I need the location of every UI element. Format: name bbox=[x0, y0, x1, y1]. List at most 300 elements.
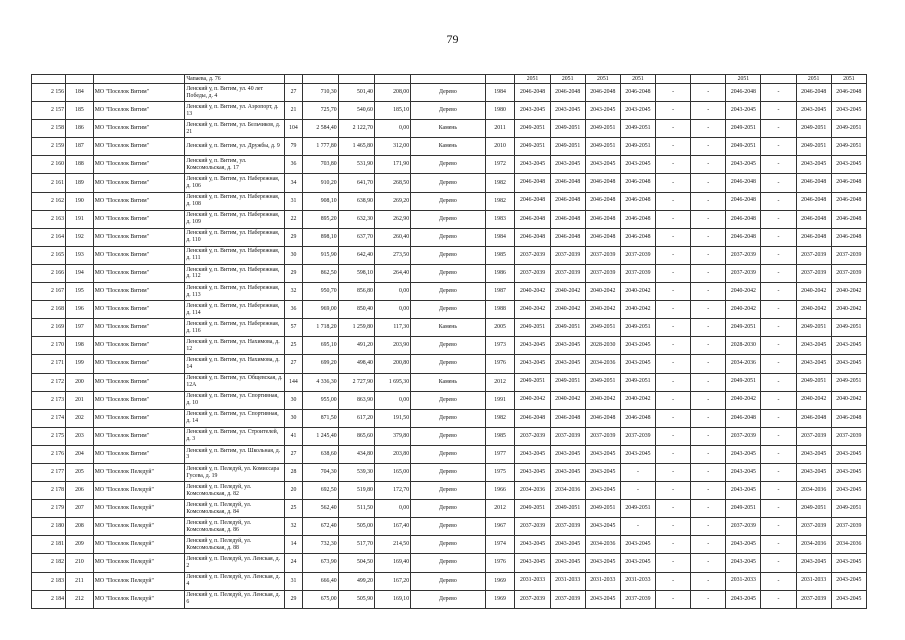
address-cell: Ленский у, п. Пеледуй, ул. Комсомольская, д. 88 bbox=[185, 536, 285, 554]
year-cell: - bbox=[620, 463, 655, 481]
wall-material-cell: Дерево bbox=[411, 337, 486, 355]
id-cell: 199 bbox=[66, 355, 94, 373]
nonliving-area-cell: 203,90 bbox=[374, 337, 410, 355]
year-cell: 2031-2033 bbox=[726, 572, 761, 590]
year-cell: - bbox=[656, 138, 691, 156]
build-year-cell: 1982 bbox=[485, 409, 515, 427]
wall-material-cell: Дерево bbox=[411, 463, 486, 481]
build-year-cell: 1982 bbox=[485, 174, 515, 192]
year-cell: 2051 bbox=[515, 75, 550, 84]
apartments-cell: 30 bbox=[285, 391, 302, 409]
apartments-cell: 20 bbox=[285, 482, 302, 500]
year-cell: - bbox=[761, 301, 796, 319]
year-cell: 2046-2048 bbox=[796, 409, 831, 427]
year-cell: - bbox=[691, 174, 726, 192]
total-area-cell: 871,50 bbox=[302, 409, 338, 427]
id-cell: 187 bbox=[66, 138, 94, 156]
build-year-cell: 2012 bbox=[485, 500, 515, 518]
id-cell: 191 bbox=[66, 210, 94, 228]
address-cell: Ленский у, п. Пеледуй, ул. Ленская, д. 4 bbox=[185, 572, 285, 590]
address-cell: Ленский у, п. Витим, ул. Аэропорт, д. 13 bbox=[185, 102, 285, 120]
id-cell: 194 bbox=[66, 264, 94, 282]
build-year-cell: 2005 bbox=[485, 319, 515, 337]
living-area-cell: 519,80 bbox=[338, 482, 374, 500]
year-cell: 2046-2048 bbox=[620, 228, 655, 246]
year-cell: 2046-2048 bbox=[796, 228, 831, 246]
year-cell: 2043-2045 bbox=[550, 463, 585, 481]
address-cell: Ленский у, п. Витим, ул. Комсомольская, д. 17 bbox=[185, 156, 285, 174]
year-cell: 2046-2048 bbox=[726, 174, 761, 192]
year-cell: 2037-2039 bbox=[585, 264, 620, 282]
year-cell: 2040-2042 bbox=[796, 301, 831, 319]
year-cell: 2037-2039 bbox=[726, 246, 761, 264]
address-cell: Ленский у, п. Витим, ул. Дружбы, д. 9 bbox=[185, 138, 285, 156]
year-cell: 2040-2042 bbox=[796, 283, 831, 301]
year-cell: 2043-2045 bbox=[796, 554, 831, 572]
municipality-cell: МО "Поселок Витим" bbox=[93, 337, 185, 355]
year-cell: 2043-2045 bbox=[585, 102, 620, 120]
year-cell: 2034-2036 bbox=[585, 355, 620, 373]
year-cell: 2049-2051 bbox=[620, 319, 655, 337]
year-cell: - bbox=[656, 120, 691, 138]
year-cell: - bbox=[656, 228, 691, 246]
year-cell: - bbox=[656, 572, 691, 590]
nonliving-area-cell: 172,70 bbox=[374, 482, 410, 500]
total-area-cell: 703,80 bbox=[302, 156, 338, 174]
row-number-cell: 2 177 bbox=[32, 463, 66, 481]
year-cell: - bbox=[656, 264, 691, 282]
year-cell: - bbox=[656, 102, 691, 120]
year-cell: 2043-2045 bbox=[831, 355, 866, 373]
row-number-cell: 2 184 bbox=[32, 590, 66, 608]
year-cell: 2046-2048 bbox=[585, 409, 620, 427]
year-cell: 2040-2042 bbox=[726, 301, 761, 319]
build-year-cell: 2011 bbox=[485, 120, 515, 138]
year-cell: 2037-2039 bbox=[831, 427, 866, 445]
row-number-cell: 2 182 bbox=[32, 554, 66, 572]
living-area-cell: 638,90 bbox=[338, 192, 374, 210]
row-number-cell: 2 159 bbox=[32, 138, 66, 156]
build-year-cell: 1985 bbox=[485, 246, 515, 264]
row-number-cell: 2 173 bbox=[32, 391, 66, 409]
row-number-cell: 2 157 bbox=[32, 102, 66, 120]
municipality-cell: МО "Поселок Витим" bbox=[93, 427, 185, 445]
table-row-continuation bbox=[32, 75, 867, 84]
year-cell: 2040-2042 bbox=[831, 391, 866, 409]
nonliving-area-cell: 312,00 bbox=[374, 138, 410, 156]
row-number-cell: 2 179 bbox=[32, 500, 66, 518]
nonliving-area-cell: 167,20 bbox=[374, 572, 410, 590]
row-number-cell: 2 174 bbox=[32, 409, 66, 427]
year-cell: 2031-2033 bbox=[585, 572, 620, 590]
id-cell: 208 bbox=[66, 518, 94, 536]
build-year-cell: 1973 bbox=[485, 337, 515, 355]
wall-material-cell: Дерево bbox=[411, 427, 486, 445]
row-number-cell: 2 183 bbox=[32, 572, 66, 590]
year-cell: 2043-2045 bbox=[831, 590, 866, 608]
year-cell: 2049-2051 bbox=[726, 500, 761, 518]
year-cell: 2040-2042 bbox=[515, 301, 550, 319]
municipality-cell: МО "Поселок Витим" bbox=[93, 120, 185, 138]
year-cell: 2037-2039 bbox=[550, 518, 585, 536]
total-area-cell: 699,20 bbox=[302, 355, 338, 373]
municipality-cell: МО "Поселок Витим" bbox=[93, 102, 185, 120]
table-row bbox=[32, 373, 867, 391]
year-cell: 2046-2048 bbox=[515, 84, 550, 102]
apartments-cell: 36 bbox=[285, 156, 302, 174]
year-cell: 2043-2045 bbox=[726, 590, 761, 608]
total-area-cell: 1 245,40 bbox=[302, 427, 338, 445]
year-cell: 2043-2045 bbox=[831, 463, 866, 481]
address-cell: Ленский у, п. Витим, ул. Набережная, д. 109 bbox=[185, 210, 285, 228]
year-cell: 2034-2036 bbox=[585, 536, 620, 554]
nonliving-area-cell: 214,50 bbox=[374, 536, 410, 554]
year-cell: 2043-2045 bbox=[831, 337, 866, 355]
year-cell: 2043-2045 bbox=[585, 518, 620, 536]
year-cell: 2040-2042 bbox=[726, 283, 761, 301]
wall-material-cell: Дерево bbox=[411, 409, 486, 427]
page-number: 79 bbox=[446, 32, 459, 46]
wall-material-cell: Дерево bbox=[411, 174, 486, 192]
build-year-cell: 1975 bbox=[485, 463, 515, 481]
apartments-cell: 30 bbox=[285, 246, 302, 264]
address-cell: Ленский у, п. Пеледуй, ул. Комсомольская, д. 82 bbox=[185, 482, 285, 500]
total-area-cell: 710,30 bbox=[302, 84, 338, 102]
row-number-cell: 2 178 bbox=[32, 482, 66, 500]
total-area-cell: 955,00 bbox=[302, 391, 338, 409]
year-cell: - bbox=[761, 283, 796, 301]
year-cell: 2046-2048 bbox=[620, 210, 655, 228]
year-cell: 2049-2051 bbox=[620, 120, 655, 138]
table-row bbox=[32, 536, 867, 554]
apartments-cell: 29 bbox=[285, 228, 302, 246]
year-cell: - bbox=[656, 210, 691, 228]
wall-material-cell: Дерево bbox=[411, 536, 486, 554]
address-cell: Ленский у, п. Витим, ул. Набережная, д. 108 bbox=[185, 192, 285, 210]
year-cell: 2049-2051 bbox=[831, 120, 866, 138]
total-area-cell: 675,00 bbox=[302, 590, 338, 608]
year-cell: 2046-2048 bbox=[550, 174, 585, 192]
table-row bbox=[32, 102, 867, 120]
year-cell: 2046-2048 bbox=[796, 192, 831, 210]
year-cell: 2049-2051 bbox=[550, 319, 585, 337]
id-cell: 211 bbox=[66, 572, 94, 590]
year-cell: 2040-2042 bbox=[550, 301, 585, 319]
year-cell: - bbox=[691, 536, 726, 554]
id-cell: 193 bbox=[66, 246, 94, 264]
year-cell: - bbox=[761, 554, 796, 572]
row-number-cell: 2 164 bbox=[32, 228, 66, 246]
year-cell: 2043-2045 bbox=[796, 337, 831, 355]
year-cell: 2049-2051 bbox=[726, 373, 761, 391]
year-cell: 2034-2036 bbox=[796, 482, 831, 500]
id-cell: 189 bbox=[66, 174, 94, 192]
year-cell: 2043-2045 bbox=[831, 554, 866, 572]
nonliving-area-cell: 260,40 bbox=[374, 228, 410, 246]
apartments-cell: 104 bbox=[285, 120, 302, 138]
wall-material-cell: Камень bbox=[411, 319, 486, 337]
year-cell: - bbox=[761, 84, 796, 102]
municipality-cell: МО "Поселок Витим" bbox=[93, 264, 185, 282]
year-cell: - bbox=[761, 518, 796, 536]
year-cell: 2043-2045 bbox=[726, 463, 761, 481]
year-cell: 2040-2042 bbox=[620, 301, 655, 319]
build-year-cell: 1984 bbox=[485, 228, 515, 246]
id-cell: 206 bbox=[66, 482, 94, 500]
year-cell: - bbox=[691, 445, 726, 463]
address-cell: Чапаева, д. 76 bbox=[185, 75, 285, 84]
apartments-cell: 29 bbox=[285, 590, 302, 608]
year-cell: 2046-2048 bbox=[585, 84, 620, 102]
year-cell: - bbox=[656, 319, 691, 337]
year-cell: - bbox=[691, 138, 726, 156]
apartments-cell: 34 bbox=[285, 174, 302, 192]
living-area-cell: 517,70 bbox=[338, 536, 374, 554]
year-cell: 2040-2042 bbox=[515, 283, 550, 301]
table-row bbox=[32, 518, 867, 536]
year-cell: 2037-2039 bbox=[515, 264, 550, 282]
year-cell: - bbox=[761, 536, 796, 554]
year-cell: 2043-2045 bbox=[726, 482, 761, 500]
living-area-cell: 531,90 bbox=[338, 156, 374, 174]
municipality-cell: МО "Поселок Витим" bbox=[93, 409, 185, 427]
year-cell: 2043-2045 bbox=[620, 445, 655, 463]
year-cell: 2043-2045 bbox=[515, 156, 550, 174]
year-cell: 2046-2048 bbox=[550, 210, 585, 228]
year-cell: 2043-2045 bbox=[796, 102, 831, 120]
apartments-cell: 25 bbox=[285, 500, 302, 518]
year-cell: - bbox=[761, 337, 796, 355]
year-cell: 2037-2039 bbox=[515, 590, 550, 608]
year-cell: - bbox=[691, 482, 726, 500]
total-area-cell: 908,10 bbox=[302, 192, 338, 210]
year-cell: 2043-2045 bbox=[585, 445, 620, 463]
total-area-cell: 562,40 bbox=[302, 500, 338, 518]
year-cell: - bbox=[761, 120, 796, 138]
table-row bbox=[32, 500, 867, 518]
id-cell: 196 bbox=[66, 301, 94, 319]
row-number-cell: 2 156 bbox=[32, 84, 66, 102]
year-cell: 2046-2048 bbox=[515, 192, 550, 210]
municipality-cell: МО "Поселок Витим" bbox=[93, 138, 185, 156]
year-cell: - bbox=[656, 337, 691, 355]
table-row bbox=[32, 427, 867, 445]
address-cell: Ленский у, п. Пеледуй, ул. Комсомольская, д. 84 bbox=[185, 500, 285, 518]
build-year-cell: 1980 bbox=[485, 102, 515, 120]
total-area-cell: 2 584,40 bbox=[302, 120, 338, 138]
id-cell: 195 bbox=[66, 283, 94, 301]
year-cell: 2037-2039 bbox=[550, 246, 585, 264]
year-cell: 2049-2051 bbox=[550, 120, 585, 138]
year-cell: 2049-2051 bbox=[515, 319, 550, 337]
year-cell: 2037-2039 bbox=[796, 590, 831, 608]
year-cell: 2037-2039 bbox=[550, 264, 585, 282]
id-cell: 212 bbox=[66, 590, 94, 608]
apartments-cell: 79 bbox=[285, 138, 302, 156]
apartments-cell: 57 bbox=[285, 319, 302, 337]
year-cell: 2037-2039 bbox=[550, 590, 585, 608]
year-cell: 2049-2051 bbox=[620, 373, 655, 391]
total-area-cell: 695,10 bbox=[302, 337, 338, 355]
register-table bbox=[31, 74, 867, 609]
year-cell: 2046-2048 bbox=[726, 192, 761, 210]
year-cell: 2043-2045 bbox=[550, 337, 585, 355]
address-cell: Ленский у, п. Витим, ул. Набережная, д. 113 bbox=[185, 283, 285, 301]
year-cell: 2043-2045 bbox=[726, 536, 761, 554]
year-cell: 2037-2039 bbox=[620, 590, 655, 608]
year-cell: 2051 bbox=[550, 75, 585, 84]
nonliving-area-cell: 0,00 bbox=[374, 500, 410, 518]
year-cell: 2046-2048 bbox=[550, 409, 585, 427]
year-cell: 2049-2051 bbox=[796, 373, 831, 391]
year-cell: 2049-2051 bbox=[726, 138, 761, 156]
year-cell: 2043-2045 bbox=[620, 355, 655, 373]
living-area-cell: 505,00 bbox=[338, 518, 374, 536]
year-cell: - bbox=[691, 590, 726, 608]
apartments-cell: 31 bbox=[285, 192, 302, 210]
year-cell: 2046-2048 bbox=[515, 228, 550, 246]
living-area-cell: 598,10 bbox=[338, 264, 374, 282]
year-cell: 2034-2036 bbox=[831, 536, 866, 554]
year-cell: 2043-2045 bbox=[620, 156, 655, 174]
year-cell: 2043-2045 bbox=[831, 482, 866, 500]
apartments-cell: 36 bbox=[285, 301, 302, 319]
year-cell: - bbox=[691, 554, 726, 572]
table-row bbox=[32, 210, 867, 228]
municipality-cell: МО "Поселок Витим" bbox=[93, 228, 185, 246]
year-cell: 2043-2045 bbox=[550, 554, 585, 572]
year-cell: - bbox=[691, 500, 726, 518]
year-cell: - bbox=[656, 463, 691, 481]
year-cell: 2043-2045 bbox=[831, 445, 866, 463]
year-cell: 2043-2045 bbox=[550, 156, 585, 174]
wall-material-cell: Дерево bbox=[411, 445, 486, 463]
nonliving-area-cell: 0,00 bbox=[374, 283, 410, 301]
municipality-cell: МО "Поселок Витим" bbox=[93, 283, 185, 301]
year-cell bbox=[761, 75, 796, 84]
year-cell: 2049-2051 bbox=[515, 138, 550, 156]
year-cell: 2028-2030 bbox=[585, 337, 620, 355]
build-year-cell: 1969 bbox=[485, 572, 515, 590]
year-cell: - bbox=[691, 301, 726, 319]
year-cell: 2040-2042 bbox=[515, 391, 550, 409]
apartments-cell: 27 bbox=[285, 445, 302, 463]
municipality-cell: МО "Поселок Пеледуй" bbox=[93, 590, 185, 608]
year-cell: - bbox=[761, 210, 796, 228]
year-cell: - bbox=[691, 102, 726, 120]
year-cell: 2034-2036 bbox=[515, 482, 550, 500]
nonliving-area-cell: 169,40 bbox=[374, 554, 410, 572]
table-row bbox=[32, 391, 867, 409]
year-cell: - bbox=[691, 463, 726, 481]
nonliving-area-cell: 203,80 bbox=[374, 445, 410, 463]
apartments-cell: 29 bbox=[285, 264, 302, 282]
build-year-cell: 1986 bbox=[485, 264, 515, 282]
year-cell: - bbox=[656, 536, 691, 554]
year-cell: - bbox=[691, 319, 726, 337]
year-cell: - bbox=[691, 84, 726, 102]
year-cell: - bbox=[761, 138, 796, 156]
build-year-cell: 1976 bbox=[485, 554, 515, 572]
year-cell: 2037-2039 bbox=[831, 518, 866, 536]
year-cell: 2046-2048 bbox=[620, 174, 655, 192]
year-cell: 2049-2051 bbox=[550, 373, 585, 391]
year-cell: 2040-2042 bbox=[831, 301, 866, 319]
year-cell: - bbox=[656, 445, 691, 463]
year-cell: - bbox=[656, 554, 691, 572]
apartments-cell: 32 bbox=[285, 518, 302, 536]
build-year-cell: 1967 bbox=[485, 518, 515, 536]
year-cell: 2051 bbox=[796, 75, 831, 84]
year-cell: - bbox=[656, 409, 691, 427]
year-cell: 2037-2039 bbox=[620, 246, 655, 264]
wall-material-cell: Камень bbox=[411, 138, 486, 156]
year-cell: 2046-2048 bbox=[550, 228, 585, 246]
year-cell: - bbox=[761, 391, 796, 409]
build-year-cell: 1987 bbox=[485, 283, 515, 301]
year-cell: - bbox=[691, 373, 726, 391]
total-area-cell: 898,10 bbox=[302, 228, 338, 246]
wall-material-cell: Камень bbox=[411, 373, 486, 391]
row-number-cell: 2 166 bbox=[32, 264, 66, 282]
wall-material-cell: Дерево bbox=[411, 301, 486, 319]
nonliving-area-cell: 0,00 bbox=[374, 120, 410, 138]
municipality-cell: МО "Поселок Витим" bbox=[93, 373, 185, 391]
id-cell: 186 bbox=[66, 120, 94, 138]
year-cell: 2037-2039 bbox=[796, 246, 831, 264]
nonliving-area-cell: 208,00 bbox=[374, 84, 410, 102]
row-number-cell: 2 180 bbox=[32, 518, 66, 536]
address-cell: Ленский у, п. Витим, ул. Общевская, д. 12А bbox=[185, 373, 285, 391]
nonliving-area-cell: 379,80 bbox=[374, 427, 410, 445]
wall-material-cell: Дерево bbox=[411, 84, 486, 102]
row-number-cell: 2 168 bbox=[32, 301, 66, 319]
year-cell: - bbox=[620, 518, 655, 536]
municipality-cell: МО "Поселок Витим" bbox=[93, 301, 185, 319]
year-cell: 2043-2045 bbox=[515, 445, 550, 463]
year-cell: 2043-2045 bbox=[796, 355, 831, 373]
year-cell: - bbox=[691, 283, 726, 301]
year-cell: 2046-2048 bbox=[585, 192, 620, 210]
year-cell: 2040-2042 bbox=[620, 391, 655, 409]
year-cell: 2043-2045 bbox=[620, 554, 655, 572]
table-row bbox=[32, 409, 867, 427]
table-row bbox=[32, 319, 867, 337]
year-cell: 2040-2042 bbox=[620, 283, 655, 301]
wall-material-cell: Дерево bbox=[411, 283, 486, 301]
apartments-cell: 28 bbox=[285, 463, 302, 481]
year-cell: 2046-2048 bbox=[831, 84, 866, 102]
wall-material-cell: Камень bbox=[411, 120, 486, 138]
total-area-cell: 915,90 bbox=[302, 246, 338, 264]
year-cell: 2043-2045 bbox=[796, 463, 831, 481]
year-cell: - bbox=[656, 192, 691, 210]
living-area-cell: 2 122,70 bbox=[338, 120, 374, 138]
address-cell: Ленский у, п. Пеледуй, ул. Комсомольская, д. 86 bbox=[185, 518, 285, 536]
year-cell: - bbox=[761, 102, 796, 120]
row-number-cell: 2 169 bbox=[32, 319, 66, 337]
year-cell: 2028-2030 bbox=[726, 337, 761, 355]
year-cell: - bbox=[656, 84, 691, 102]
year-cell: - bbox=[656, 590, 691, 608]
year-cell: 2037-2039 bbox=[515, 427, 550, 445]
municipality-cell: МО "Поселок Пеледуй" bbox=[93, 482, 185, 500]
table-row bbox=[32, 482, 867, 500]
living-area-cell: 850,40 bbox=[338, 301, 374, 319]
table-row bbox=[32, 120, 867, 138]
year-cell: 2037-2039 bbox=[585, 427, 620, 445]
total-area-cell: 969,00 bbox=[302, 301, 338, 319]
